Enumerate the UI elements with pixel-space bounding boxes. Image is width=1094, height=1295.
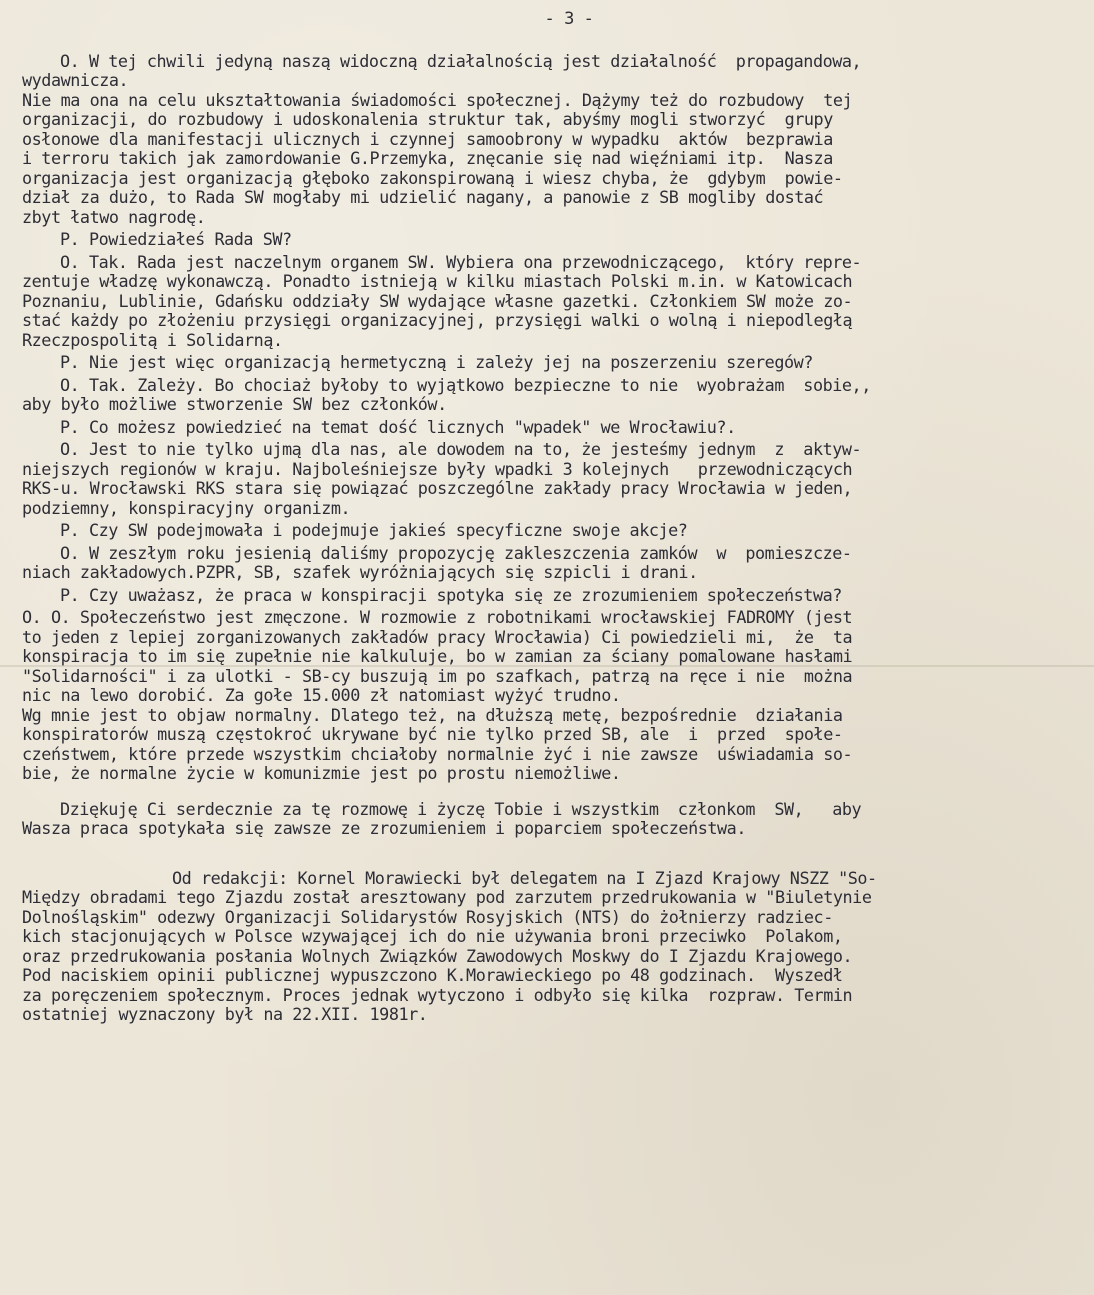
answer-paragraph (22, 608, 1076, 784)
text-line: P. Co możesz powiedzieć na temat dość licznych "wpadek" we Wrocławiu?. (60, 416, 736, 437)
text-line: RKS-u. Wrocławski RKS stara się powiązać poszczególne zakłady pracy Wrocławia w jeden, (22, 478, 853, 498)
text-line: konspiracja to im się zupełnie nie kalkuluje, bo w zamian za ściany pomalowane hasłami (22, 646, 853, 666)
text-line: O. W zeszłym roku jesienią daliśmy propozycję zakleszczenia zamków w pomieszcze- (60, 542, 852, 563)
text-line: i terroru takich jak zamordowanie G.Przemyka, znęcanie się nad więźniami itp. Nasza (22, 148, 833, 168)
text-line: aby było możliwe stworzenie SW bez członków. (22, 394, 447, 414)
text-line: Od redakcji: Kornel Morawiecki był delegatem na I Zjazd Krajowy NSZZ "So- (172, 867, 877, 888)
question-paragraph (22, 230, 1076, 250)
text-line: P. Nie jest więc organizacją hermetyczną i zależy jej na poszerzeniu szeregów? (60, 352, 813, 372)
text-line: nic na lewo dorobić. Za gołe 15.000 zł natomiast wyżyć trudno. (22, 685, 621, 705)
text-line: stać każdy po złożeniu przysięgi organizacyjnej, przysięgi walki o wolną i niepodległą (22, 310, 853, 330)
text-line: osłonowe dla manifestacji ulicznych i czynnej samoobrony w wypadku aktów bezprawia (22, 128, 833, 149)
text-line: ostatniej wyznaczony był na 22.XII. 1981r. (22, 1004, 428, 1024)
page-number: - 3 - (544, 9, 594, 29)
text-line: Dziękuję Ci serdecznie za tę rozmowę i życzę Tobie i wszystkim członkom SW, aby (60, 798, 862, 819)
question-paragraph (22, 418, 1076, 438)
answer-paragraph (22, 544, 1076, 583)
text-line: P. Czy SW podejmowała i podejmuje jakieś specyficzne swoje akcje? (60, 520, 688, 540)
text-line: O. O. Społeczeństwo jest zmęczone. W rozmowie z robotnikami wrocławskiej FADROMY (jest (22, 607, 853, 627)
text-line: podziemny, konspiracyjny organizm. (22, 497, 351, 518)
text-line: Wasza praca spotykała się zawsze ze zrozumieniem i poparciem społeczeństwa. (22, 818, 746, 838)
text-line: "Solidarności" i za ulotki - SB-cy buszują im po szafkach, patrzą na ręce i nie można (22, 665, 853, 686)
text-line: P. Powiedziałeś Rada SW? (60, 229, 292, 249)
text-line: dział za dużo, to Rada SW mogłaby mi udzielić nagany, a panowie z SB mogliby dostać (22, 187, 824, 207)
answer-paragraph (22, 440, 1076, 518)
answer-paragraph (22, 52, 1076, 228)
text-line: kich stacjonujących w Polsce wzywającej ich do nie używania broni przeciwko Polakom, (22, 926, 843, 946)
editor-note (22, 869, 1076, 1025)
text-line: Poznaniu, Lublinie, Gdańsku oddziały SW wydające własne gazetki. Członkiem SW może zo- (22, 290, 853, 311)
text-line: Nie ma ona na celu ukształtowania świadomości społecznej. Dążymy też do rozbudowy tej (22, 89, 853, 110)
text-line: Rzeczpospolitą i Solidarną. (22, 329, 283, 350)
text-line: Wg mnie jest to objaw normalny. Dlatego też, na dłuższą metę, bezpośrednie działania (22, 704, 843, 725)
question-paragraph (22, 586, 1076, 606)
question-paragraph (22, 521, 1076, 541)
text-line: Pod naciskiem opinii publicznej wypuszczono K.Morawieckiego po 48 godzinach. Wyszedł (22, 965, 843, 985)
text-line: to jeden z lepiej zorganizowanych zakładów pracy Wrocławia) Ci powiedzieli mi, że ta (22, 626, 853, 647)
text-line: P. Czy uważasz, że praca w konspiracji spotyka się ze zrozumieniem społeczeństwa? (60, 584, 842, 605)
text-line: Dolnośląskim" odezwy Organizacji Solidarystów Rosyjskich (NTS) do żołnierzy radziec- (22, 906, 833, 927)
text-line: oraz przedrukowania posłania Wolnych Związków Zawodowych Moskwy do I Zjazdu Krajowego. (22, 945, 853, 966)
text-line: bie, że normalne życie w komunizmie jest po prostu niemożliwe. (22, 763, 621, 783)
text-line: organizacji, do rozbudowy i udoskonalenia struktur tak, abyśmy mogli stworzyć grupy (22, 109, 833, 129)
closing-paragraph (22, 800, 1076, 839)
text-line: O. W tej chwili jedyną naszą widoczną działalnością jest działalność propagandowa, (60, 50, 862, 71)
text-line: organizacja jest organizacją głęboko zakonspirowaną i wiesz chyba, że gdybym powie- (22, 167, 843, 188)
text-line: zbyt łatwo nagrodę. (22, 206, 206, 227)
text-line: za poręczeniem społecznym. Proces jednak wytyczono i odbyło się kilka rozpraw. Termin (22, 984, 853, 1005)
text-line: zentuje władzę wykonawczą. Ponadto istnieją w kilku miastach Polski m.in. w Katowicach (22, 271, 853, 291)
text-line: konspiratorów muszą częstokroć ukrywane być nie tylko przed SB, ale i przed społe- (22, 724, 843, 744)
text-line: Między obradami tego Zjazdu został aresztowany pod zarzutem przedrukowania w "Biuletynie (22, 887, 872, 907)
text-line: O. Tak. Zależy. Bo chociaż byłoby to wyjątkowo bezpieczne to nie wyobrażam sobie,, (60, 374, 871, 395)
text-line: niejszych regionów w kraju. Najboleśniejsze były wpadki 3 kolejnych przewodniczących (22, 458, 853, 479)
text-line: niach zakładowych.PZPR, SB, szafek wyróżniających się szpicli i drani. (22, 562, 698, 582)
question-paragraph (22, 353, 1076, 373)
paper-fold-line (0, 665, 1094, 667)
answer-paragraph (22, 376, 1076, 415)
text-line: O. Jest to nie tylko ujmą dla nas, ale dowodem na to, że jesteśmy jednym z aktyw- (60, 439, 862, 459)
answer-paragraph (22, 253, 1076, 351)
text-line: O. Tak. Rada jest naczelnym organem SW. Wybiera ona przewodniczącego, który repre- (60, 251, 862, 272)
text-line: czeństwem, które przede wszystkim chciałoby normalnie żyć i nie zawsze uświadamia so- (22, 743, 853, 764)
text-line: wydawnicza. (22, 70, 129, 90)
